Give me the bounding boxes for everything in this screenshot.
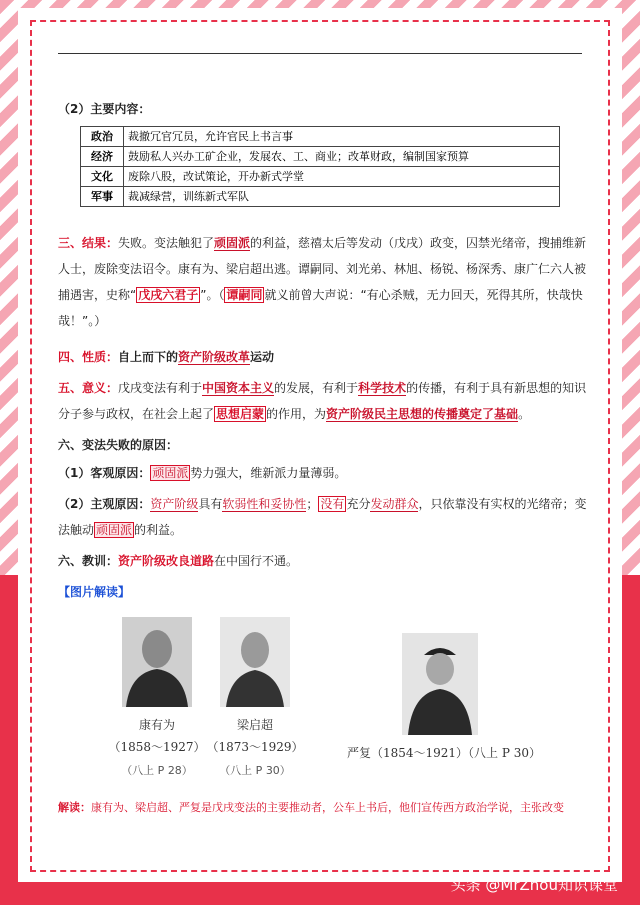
objective-label: （1）客观原因： <box>58 466 151 480</box>
sig-text: 戊戌变法有利于 <box>118 381 203 395</box>
subjective-paragraph <box>58 491 588 543</box>
table-value: 废除八股，改试策论，开办新式学堂 <box>124 167 560 187</box>
subj-text: ，只依靠没有实权的光绪帝；变法触动 <box>58 497 587 537</box>
table-row <box>81 187 560 207</box>
keyword: 资产阶级 <box>150 497 199 511</box>
result-text: 就义前曾大声说：“有心杀贼，无力回天，死得其所，快哉快哉！”。） <box>58 288 583 328</box>
objective-text: 势力强大，维新派力量薄弱。 <box>190 466 347 480</box>
table-key: 政治 <box>81 127 124 147</box>
sig-text: 的作用，为 <box>266 407 327 421</box>
table-key: 文化 <box>81 167 124 187</box>
sig-text: 的发展，有利于 <box>274 381 359 395</box>
keyword: 中国资本主义 <box>202 381 275 395</box>
table-value: 鼓励私人兴办工矿企业，发展农、工、商业；改革财政，编制国家预算 <box>124 147 560 167</box>
figure-title: 【图片解读】 <box>58 585 131 599</box>
result-text: 的利益，慈禧太后等发动（戊戌）政变，囚禁光绪帝，搜捕维新人士，废除变法诏令。康有为、梁启超出逃。谭嗣同、刘光弟、林旭、杨锐、杨深秀、康广仁六人被捕遇害，史称“ <box>58 236 587 302</box>
keyword: 顽固派 <box>152 466 189 480</box>
yan-fu-photo <box>402 633 478 735</box>
sig-text: 。 <box>518 407 531 421</box>
objective-paragraph <box>58 460 588 486</box>
keyword: 思想启蒙 <box>216 407 265 421</box>
table-row <box>81 147 560 167</box>
subj-text: 的利益。 <box>134 523 183 537</box>
table-value: 裁撤冗官冗员，允许官民上书言事 <box>124 127 560 147</box>
result-text: ”。（ <box>200 288 225 302</box>
kang-youwei-photo <box>122 617 192 707</box>
figure-ref: （八上 P 30） <box>219 764 291 777</box>
result-label: 三、结果： <box>58 236 119 250</box>
table-key: 经济 <box>81 147 124 167</box>
interpret-paragraph <box>58 795 588 821</box>
nature-text: 运动 <box>250 350 275 364</box>
keyword: 谭嗣同 <box>226 288 263 302</box>
lesson-paragraph <box>58 548 588 574</box>
figure-caption: 严复（1854～1921）（八上 P 30） <box>346 746 542 760</box>
significance-paragraph <box>58 375 588 427</box>
table-key: 军事 <box>81 187 124 207</box>
figure-name: 梁启超 <box>236 718 273 732</box>
keyword: 发动群众 <box>370 497 419 511</box>
figure-years: （1858～1927） <box>108 740 206 754</box>
figure-name: 康有为 <box>138 718 175 732</box>
table-value: 裁减绿营，训练新式军队 <box>124 187 560 207</box>
nature-text: 自上而下的 <box>118 350 179 364</box>
keyword: 资产阶级民主思想的传播奠定了基础 <box>326 407 519 421</box>
significance-label: 五、意义： <box>58 381 119 395</box>
nature-paragraph <box>58 344 588 370</box>
result-text: 失败。变法触犯了 <box>118 236 215 250</box>
sub-heading: （2）主要内容： <box>58 102 151 116</box>
lesson-text: 在中国行不通。 <box>214 554 299 568</box>
reasons-title: 六、变法失败的原因： <box>58 438 179 452</box>
table-row <box>81 127 560 147</box>
keyword: 顽固派 <box>214 236 251 250</box>
subjective-label: （2）主观原因： <box>58 497 151 511</box>
keyword: 没有 <box>320 497 345 511</box>
subj-text: ； <box>306 497 319 511</box>
keyword: 资产阶级改革 <box>178 350 251 364</box>
interpret-text: 康有为、梁启超、严复是戊戌变法的主要推动者，公车上书后，他们宣传西方政治学说，主张改变 <box>91 801 564 814</box>
lesson-label: 六、教训： <box>58 554 119 568</box>
nature-label: 四、性质： <box>58 350 119 364</box>
figure-years: （1873～1929） <box>206 740 304 754</box>
interpret-label: 解读： <box>58 801 91 814</box>
keyword: 科学技术 <box>358 381 407 395</box>
liang-qichao-photo <box>220 617 290 707</box>
top-rule <box>58 53 582 54</box>
sig-text: 的传播，有利于具有新思想的知识分子参与政权，在社会上起了 <box>58 381 587 421</box>
keyword: 软弱性和妥协性 <box>222 497 307 511</box>
subj-text: 具有 <box>198 497 223 511</box>
keyword: 戊戌六君子 <box>138 288 199 302</box>
result-paragraph <box>58 230 588 334</box>
watermark: 头条 @MrZhou知识课堂 <box>450 876 618 894</box>
keyword: 顽固派 <box>96 523 133 537</box>
table-row <box>81 167 560 187</box>
content-table <box>80 126 560 207</box>
subj-text: 充分 <box>346 497 371 511</box>
keyword: 资产阶级改良道路 <box>118 554 215 568</box>
figure-ref: （八上 P 28） <box>121 764 193 777</box>
